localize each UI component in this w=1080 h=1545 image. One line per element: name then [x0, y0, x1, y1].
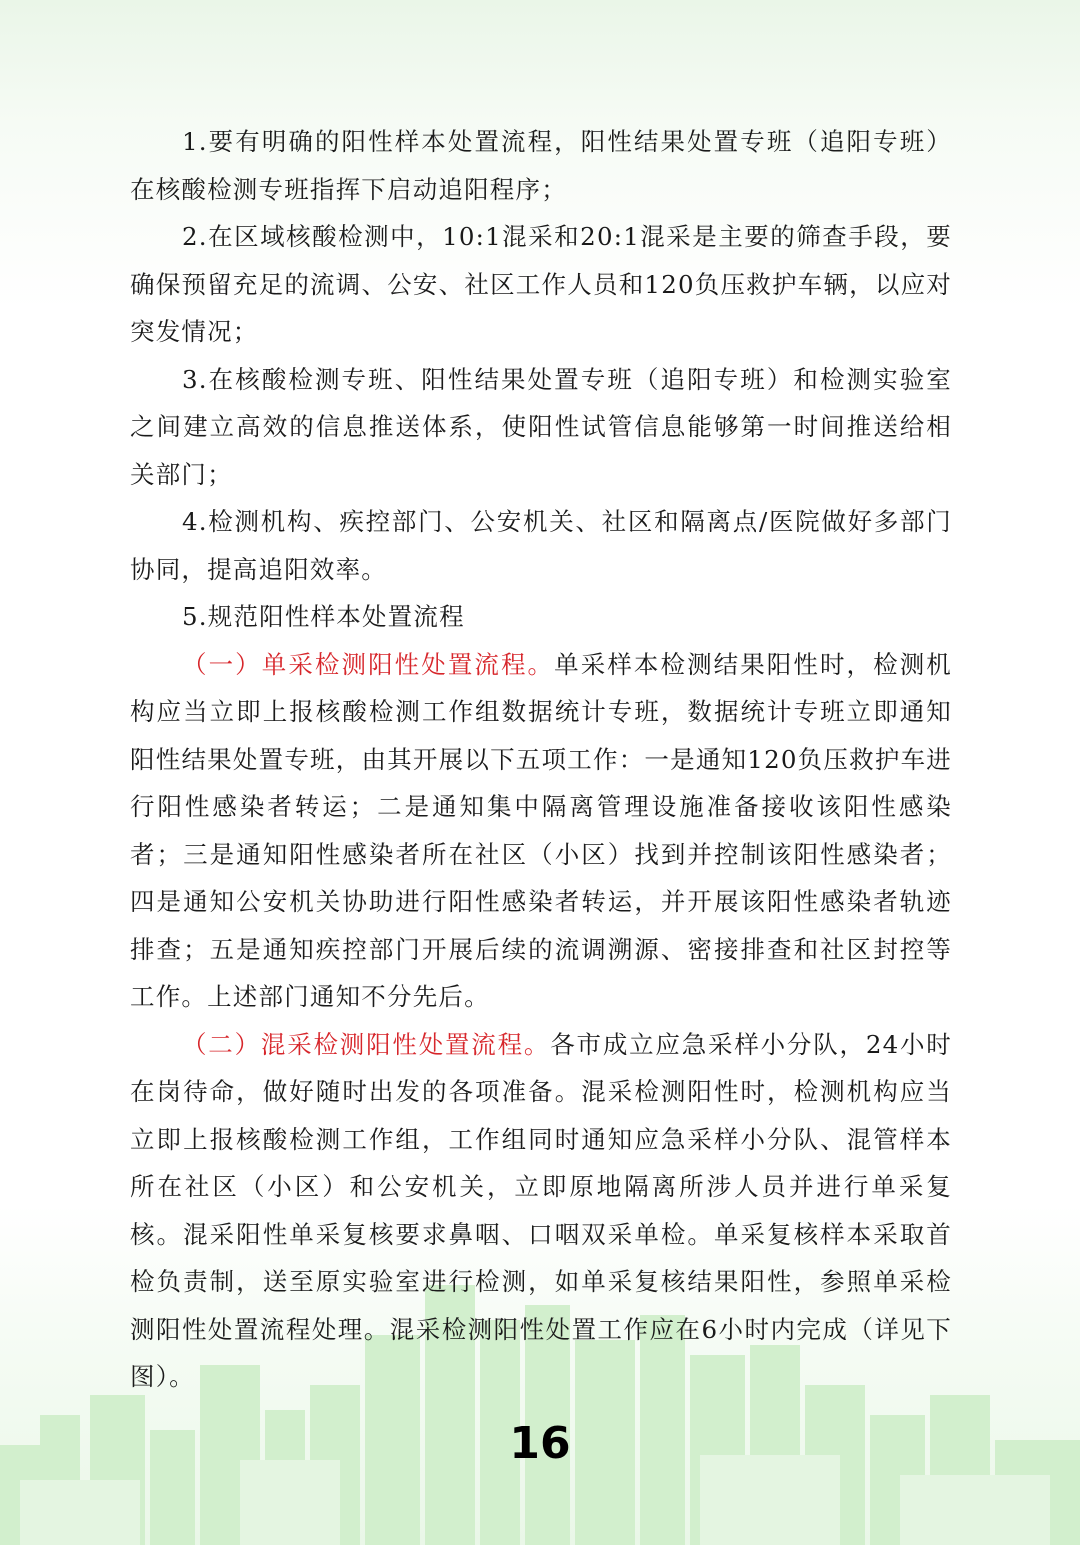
- paragraph-2-text: 2.在区域核酸检测中，10:1混采和20:1混采是主要的筛查手段，要确保预留充足的流调、公安、社区工作人员和120负压救护车辆，以应对突发情况；: [130, 222, 952, 346]
- page-number: 16: [509, 1418, 571, 1469]
- paragraph-3-text: 3.在核酸检测专班、阳性结果处置专班（追阳专班）和检测实验室之间建立高效的信息推送体系，使阳性试管信息能够第一时间推送给相关部门；: [130, 364, 952, 489]
- section-heading-single-sample: （一）单采检测阳性处置流程。: [182, 649, 555, 679]
- paragraph-3: [130, 356, 952, 499]
- section-heading-pooled-sample: （二）混采检测阳性处置流程。: [182, 1029, 551, 1059]
- paragraph-6-text: 单采样本检测结果阳性时，检测机构应当立即上报核酸检测工作组数据统计专班，数据统计专班立即通知阳性结果处置专班，由其开展以下五项工作：一是通知120负压救护车进行阳性感染者转运；二是通知集中隔离管理设施准备接收该阳性感染者；三是通知阳性感染者所在社区（小区）找到并控制该阳性感染者；四是通知公安机关协助进行阳性感染者转运，并开展该阳性感染者轨迹排查；五是通知疾控部门开展后续的流调溯源、密接排查和社区封控等工作。上述部门通知不分先后。: [130, 649, 952, 1011]
- paragraph-1-text: 1.要有明确的阳性样本处置流程，阳性结果处置专班（追阳专班）在核酸检测专班指挥下启动追阳程序；: [130, 127, 952, 204]
- paragraph-5-text: 5.规范阳性样本处置流程: [182, 602, 465, 631]
- paragraph-4: [130, 498, 952, 593]
- paragraph-7: [130, 1021, 952, 1401]
- paragraph-5: [130, 593, 952, 641]
- paragraph-7-text: 各市成立应急采样小分队，24小时在岗待命，做好随时出发的各项准备。混采检测阳性时，检测机构应当立即上报核酸检测工作组，工作组同时通知应急采样小分队、混管样本所在社区（小区）和公安机关，立即原地隔离所涉人员并进行单采复核。混采阳性单采复核要求鼻咽、口咽双采单检。单采复核样本采取首检负责制，送至原实验室进行检测，如单采复核结果阳性，参照单采检测阳性处置流程处理。混采检测阳性处置工作应在6小时内完成（详见下图）。: [130, 1029, 952, 1391]
- document-body: [130, 118, 952, 1401]
- paragraph-6: [130, 641, 952, 1021]
- paragraph-2: [130, 213, 952, 356]
- paragraph-1: [130, 118, 952, 213]
- paragraph-4-text: 4.检测机构、疾控部门、公安机关、社区和隔离点/医院做好多部门协同，提高追阳效率。: [130, 507, 952, 584]
